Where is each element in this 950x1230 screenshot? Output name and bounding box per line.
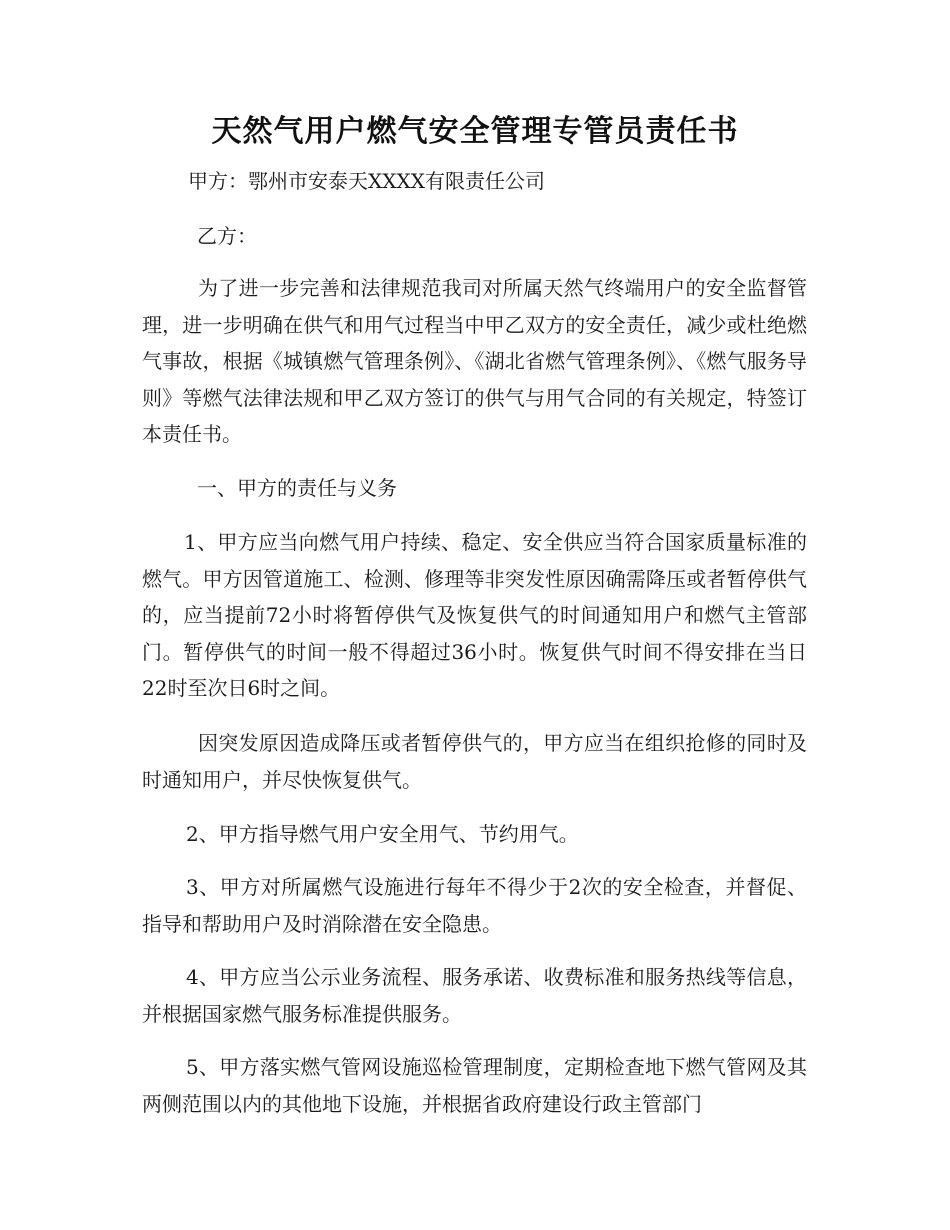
- clause-paragraph: 5、甲方落实燃气管网设施巡检管理制度，定期检查地下燃气管网及其两侧范围以内的其他地下设施，并根据省政府建设行政主管部门: [142, 1055, 807, 1116]
- clause-paragraph: 4、甲方应当公示业务流程、服务承诺、收费标准和服务热线等信息，并根据国家燃气服务标准提供服务。: [142, 965, 807, 1026]
- clause-paragraph: 1、甲方应当向燃气用户持续、稳定、安全供应当符合国家质量标准的燃气。甲方因管道施工、检测、修理等非突发性原因确需降压或者暂停供气的，应当提前72小时将暂停供气及恢复供气的时间通知用户和燃气主管部门。暂停供气的时间一般不得超过36小时。恢复供气时间不得安排在当日22时至次日6时之间。: [142, 530, 807, 700]
- document-title: 天然气用户燃气安全管理专管员责任书: [211, 114, 739, 149]
- party-b-line: 乙方：: [197, 224, 257, 248]
- intro-paragraph: 为了进一步完善和法律规范我司对所属天然气终端用户的安全监督管理，进一步明确在供气和用气过程当中甲乙双方的安全责任，减少或杜绝燃气事故，根据《城镇燃气管理条例》、《湖北省燃气管理条例》、《燃气服务导则》等燃气法律法规和甲乙双方签订的供气与用气合同的有关规定，特签订本责任书。: [142, 276, 807, 446]
- section-heading: 一、甲方的责任与义务: [197, 476, 397, 500]
- clause-paragraph: 3、甲方对所属燃气设施进行每年不得少于2次的安全检查，并督促、指导和帮助用户及时消除潜在安全隐患。: [142, 875, 807, 936]
- clause-paragraph: 2、甲方指导燃气用户安全用气、节约用气。: [186, 822, 579, 846]
- clause-paragraph: 因突发原因造成降压或者暂停供气的，甲方应当在组织抢修的同时及时通知用户，并尽快恢复供气。: [142, 731, 807, 792]
- party-a-line: 甲方：鄂州市安泰天XXXX有限责任公司: [188, 169, 545, 193]
